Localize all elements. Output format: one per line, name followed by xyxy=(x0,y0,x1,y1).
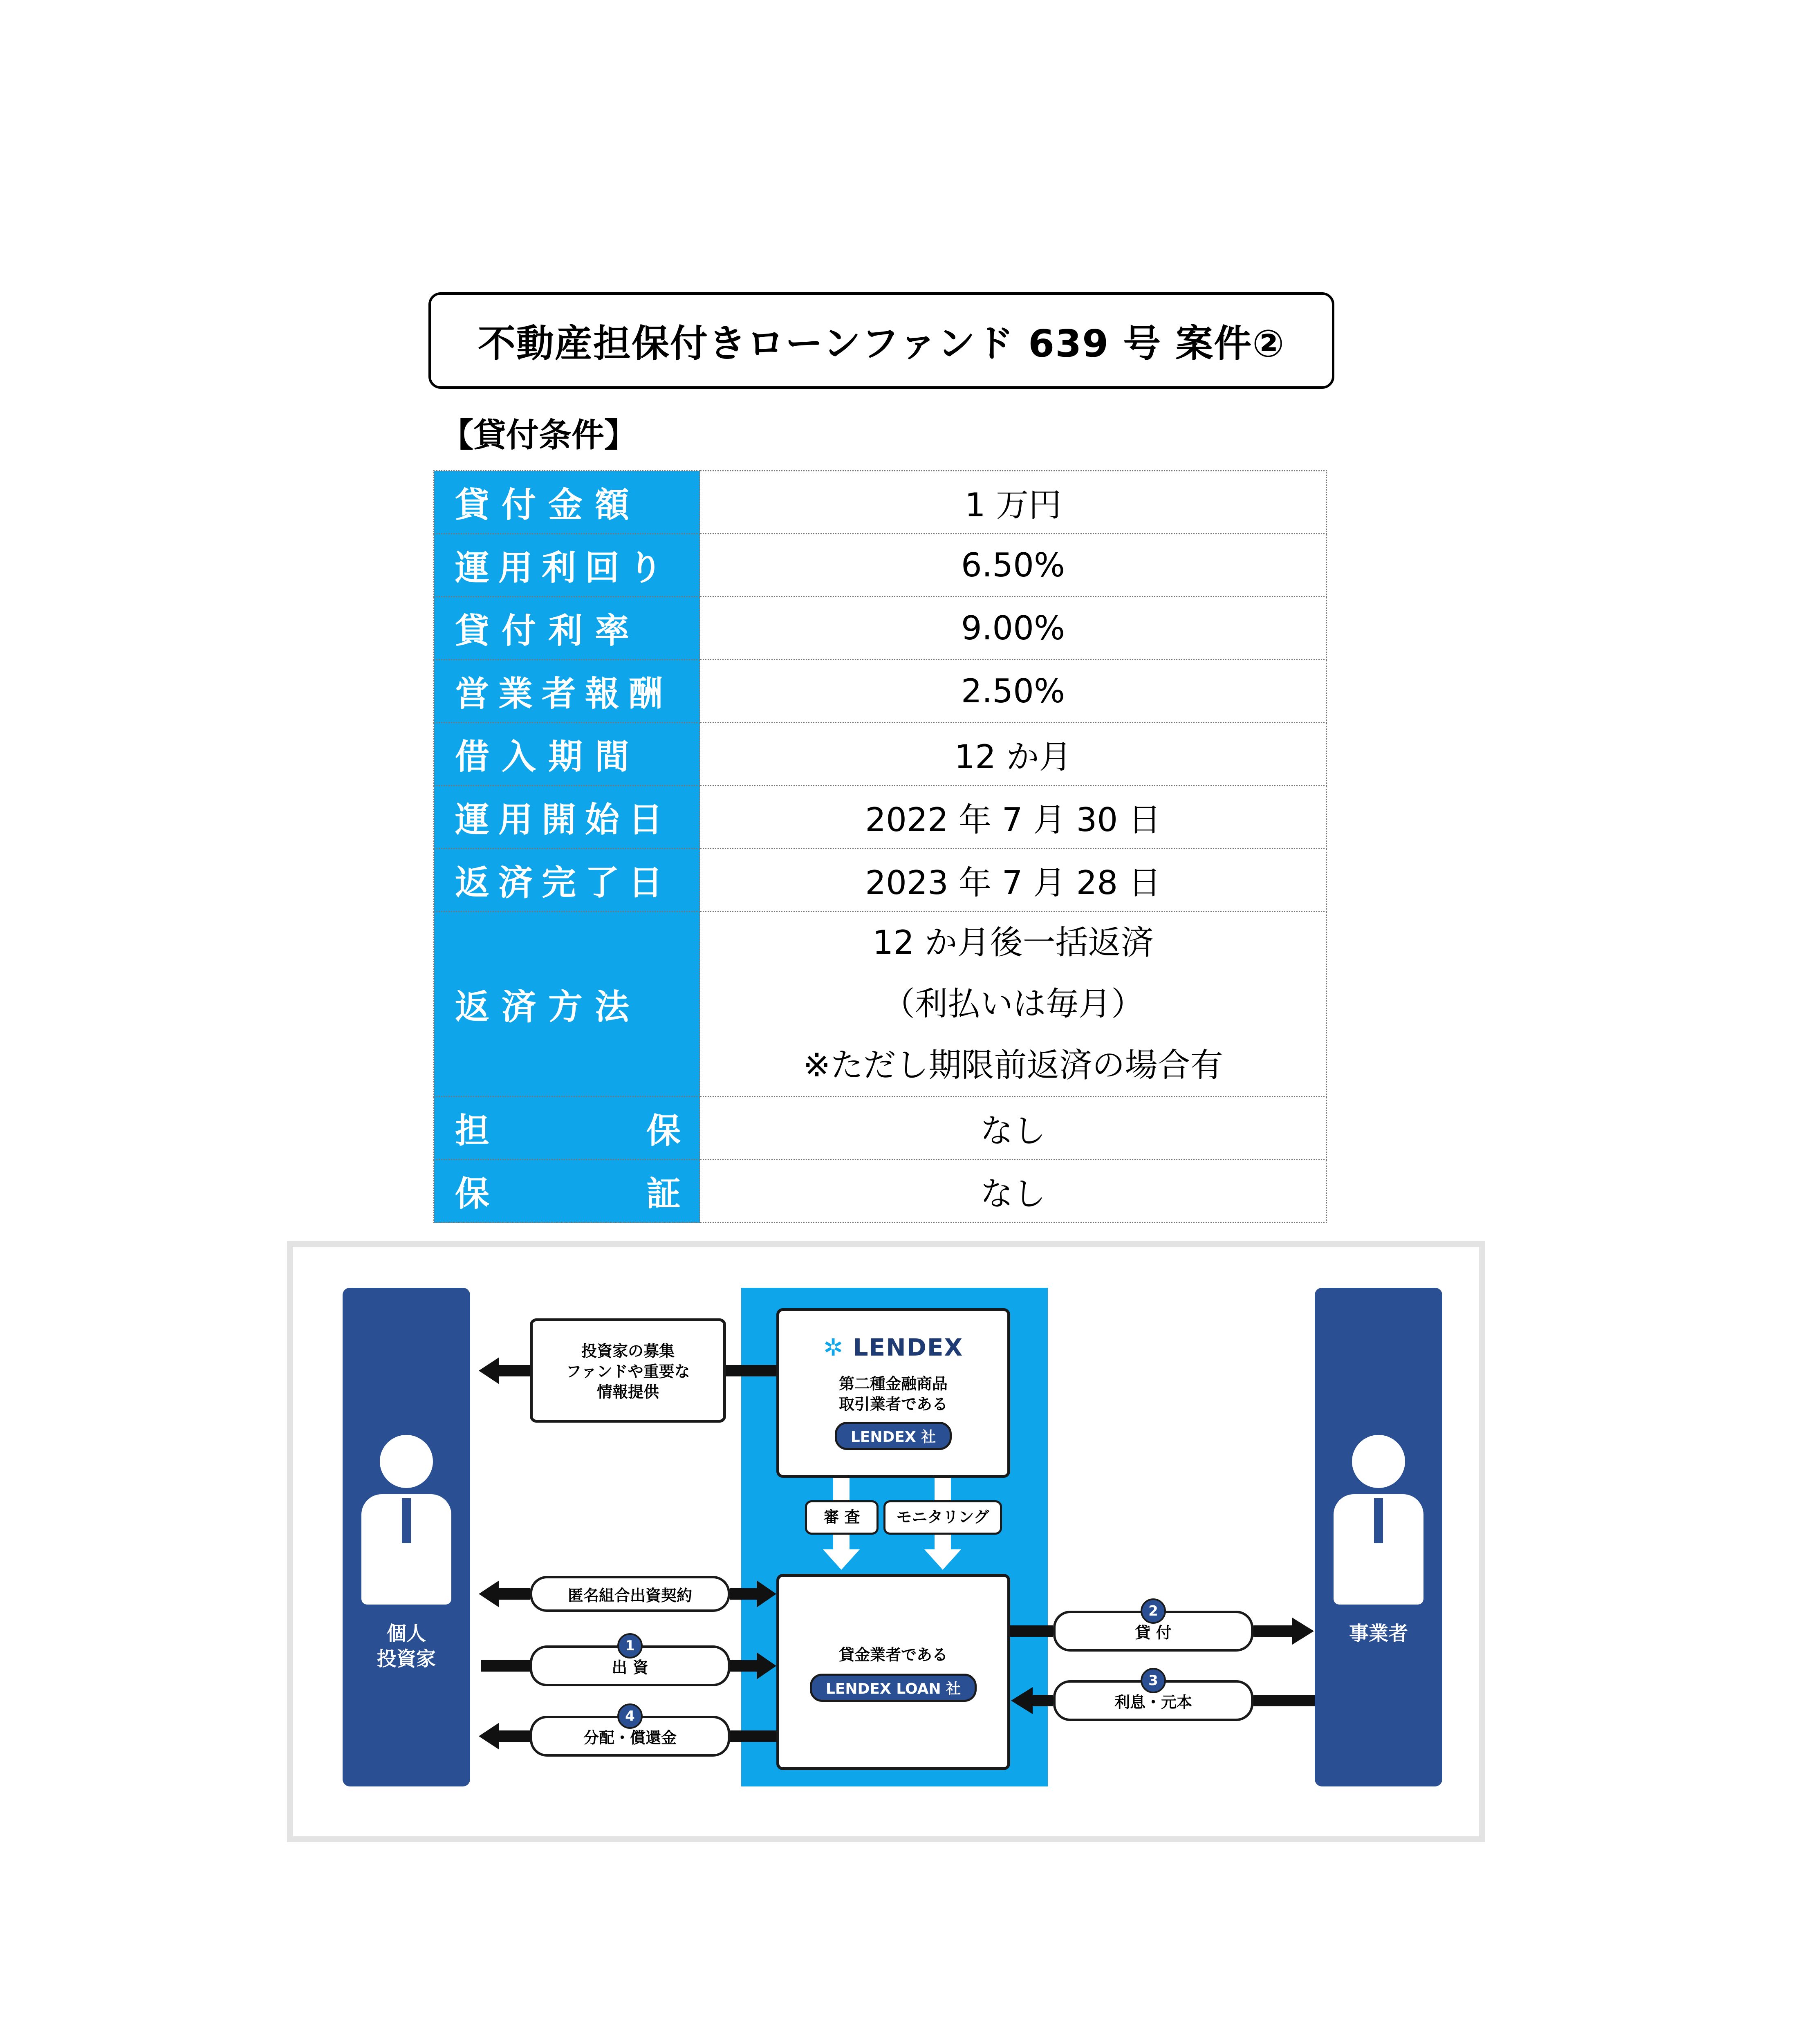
contract-arrow-right-shaft xyxy=(730,1588,759,1600)
row-label: 返済完了日 xyxy=(434,849,700,912)
down-arrow-right-head-icon xyxy=(924,1549,961,1570)
table-row xyxy=(434,660,1327,723)
table-row xyxy=(434,1097,1327,1160)
table-row xyxy=(434,534,1327,597)
info-arrow-head-icon xyxy=(479,1357,499,1384)
loan-terms-table xyxy=(433,470,1327,1223)
fund-title: 不動産担保付きローンファンド 639 号 案件② xyxy=(428,292,1334,389)
info-line: 投資家の募集 xyxy=(581,1342,675,1360)
down-arrow-right-shaft-lower xyxy=(935,1535,951,1551)
step-4-badge: 4 xyxy=(617,1703,643,1729)
row-value: なし xyxy=(700,1160,1327,1223)
row-label: 借入期間 xyxy=(434,723,700,786)
distribution-arrow-tail xyxy=(730,1730,776,1742)
loan-arrow-head-icon xyxy=(1292,1618,1314,1645)
spread-label xyxy=(455,1166,681,1216)
table-row xyxy=(434,597,1327,660)
distribution-arrow-head-icon xyxy=(479,1723,499,1750)
row-label: 営業者報酬 xyxy=(434,660,700,723)
info-arrow-tail xyxy=(726,1365,776,1376)
lendex-logo-text: LENDEX xyxy=(853,1334,964,1361)
table-row xyxy=(434,912,1327,1097)
loan-desc: 貸金業者である xyxy=(838,1646,948,1664)
down-arrow-left-shaft xyxy=(833,1478,850,1500)
down-arrow-left-shaft-lower xyxy=(833,1535,850,1551)
distribution-pill: 分配・償還金 xyxy=(530,1716,730,1757)
row-value: 9.00% xyxy=(700,597,1327,660)
row-value xyxy=(700,912,1327,1097)
row-label: 貸付金額 xyxy=(434,471,700,534)
lendex-desc-line: 取引業者である xyxy=(838,1395,948,1413)
row-value: 2023 年 7 月 28 日 xyxy=(700,849,1327,912)
lendex-logo-icon: ✲ xyxy=(823,1334,844,1361)
info-line: ファンドや重要な xyxy=(566,1363,690,1381)
contract-arrow-left-shaft xyxy=(497,1588,530,1600)
row-value: 1 万円 xyxy=(700,471,1327,534)
contract-pill: 匿名組合出資契約 xyxy=(530,1576,730,1612)
row-label xyxy=(434,1097,700,1160)
info-arrow-shaft xyxy=(497,1365,530,1376)
monitoring-tag: モニタリング xyxy=(883,1500,1002,1535)
investment-pill: 出 資 xyxy=(530,1645,730,1686)
row-label xyxy=(434,1160,700,1223)
row-value: 12 か月 xyxy=(700,723,1327,786)
spread-label xyxy=(455,1103,681,1153)
down-arrow-right-shaft xyxy=(935,1478,951,1500)
investment-arrow-shaft xyxy=(730,1660,759,1672)
investment-arrow-tail xyxy=(481,1660,530,1672)
label-char: 担 xyxy=(455,1111,490,1151)
label-char: 保 xyxy=(455,1174,490,1214)
row-label: 返済方法 xyxy=(434,912,700,1097)
flow-arrows xyxy=(293,1247,1479,1836)
section-label-loan-terms: 【貸付条件】 xyxy=(441,416,637,454)
table-row xyxy=(434,723,1327,786)
value-line: ※ただし期限前返済の場合有 xyxy=(803,1046,1223,1084)
lendex-desc-line: 第二種金融商品 xyxy=(838,1375,948,1393)
step-1-badge: 1 xyxy=(617,1633,643,1659)
table-row xyxy=(434,1160,1327,1223)
scheme-diagram xyxy=(287,1241,1485,1842)
table-row xyxy=(434,786,1327,849)
label-char: 保 xyxy=(646,1111,681,1151)
value-line: 12 か月後一括返済 xyxy=(872,923,1154,961)
step-2-badge: 2 xyxy=(1141,1598,1166,1624)
value-line: （利払いは毎月） xyxy=(882,985,1144,1023)
investment-arrow-head-icon xyxy=(757,1652,776,1679)
interest-pill: 利息・元本 xyxy=(1053,1680,1253,1721)
loan-arrow-shaft xyxy=(1253,1625,1294,1637)
row-value: なし xyxy=(700,1097,1327,1160)
row-label: 運用開始日 xyxy=(434,786,700,849)
row-label: 運用利回り xyxy=(434,534,700,597)
label-char: 証 xyxy=(646,1174,681,1214)
distribution-arrow-shaft xyxy=(497,1730,530,1742)
loan-pill: 貸 付 xyxy=(1053,1611,1253,1652)
interest-arrow-tail xyxy=(1253,1695,1315,1706)
contract-arrow-right-head-icon xyxy=(757,1580,776,1607)
row-value: 2022 年 7 月 30 日 xyxy=(700,786,1327,849)
row-label: 貸付利率 xyxy=(434,597,700,660)
down-arrow-left-head-icon xyxy=(823,1549,860,1570)
investor-label-line: 個人 xyxy=(386,1622,426,1645)
table-row xyxy=(434,849,1327,912)
lendex-company-badge: LENDEX 社 xyxy=(835,1422,952,1450)
loan-company-badge: LENDEX LOAN 社 xyxy=(810,1674,977,1702)
contract-arrow-left-head-icon xyxy=(479,1580,499,1607)
investor-label-line: 投資家 xyxy=(377,1647,436,1670)
table-row xyxy=(434,471,1327,534)
loan-arrow-tail xyxy=(1010,1625,1053,1637)
info-line: 情報提供 xyxy=(596,1383,659,1401)
interest-arrow-shaft xyxy=(1031,1695,1053,1706)
review-tag: 審 査 xyxy=(805,1500,879,1535)
step-3-badge: 3 xyxy=(1141,1668,1166,1693)
row-value: 2.50% xyxy=(700,660,1327,723)
row-value: 6.50% xyxy=(700,534,1327,597)
business-label: 事業者 xyxy=(1349,1622,1408,1645)
interest-arrow-head-icon xyxy=(1011,1687,1033,1714)
